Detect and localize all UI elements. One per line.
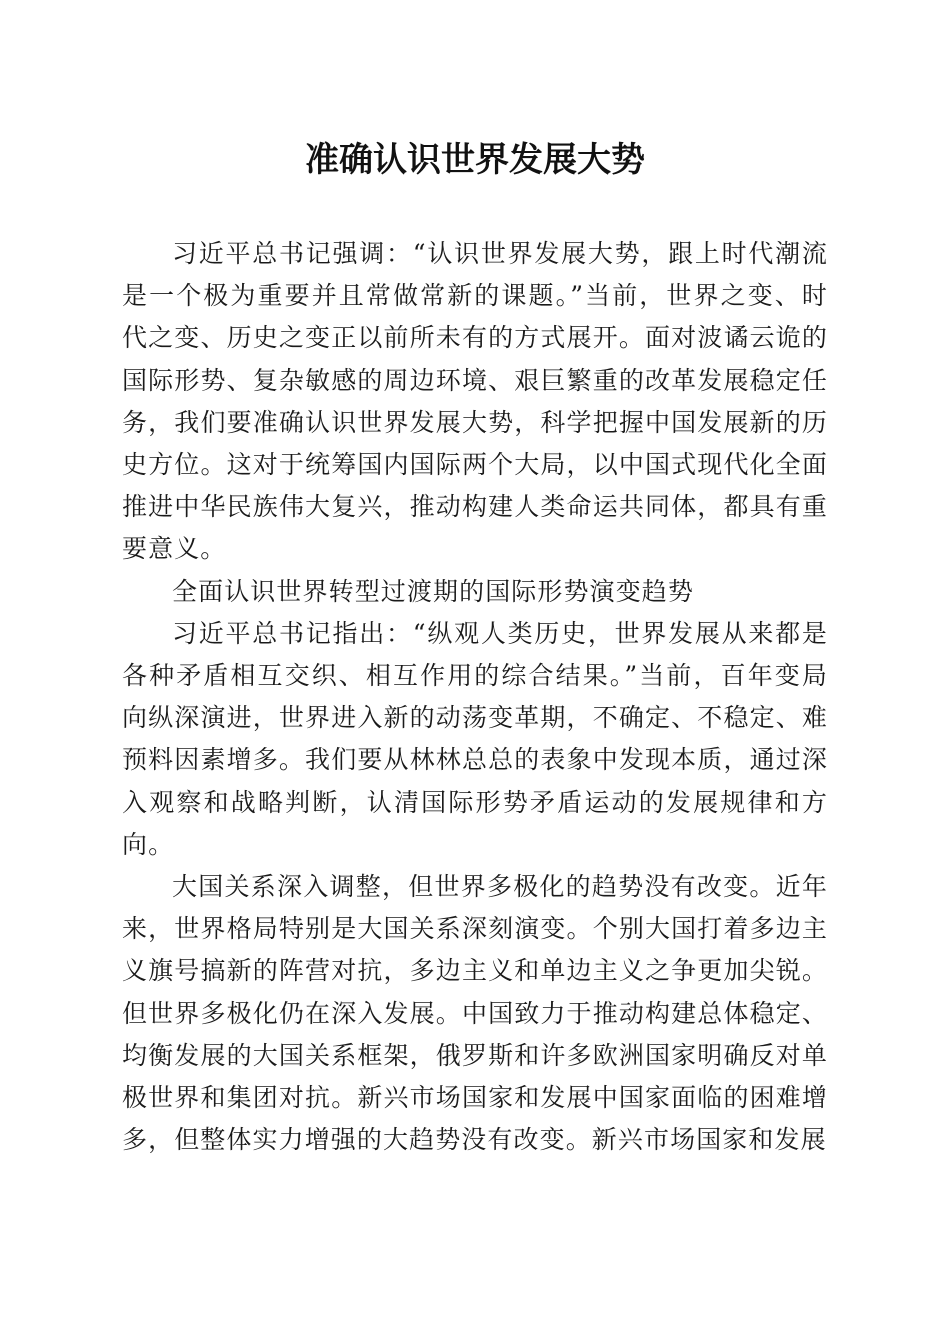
document-body [122, 233, 828, 1161]
paragraph-quote: 习近平总书记指出：“纵观人类历史，世界发展从来都是各种矛盾相互交织、相互作用的综合结果。”当前，百年变局向纵深演进，世界进入新的动荡变革期，不确定、不稳定、难预料因素增多。我们要从林林总总的表象中发现本质，通过深入观察和战略判断，认清国际形势矛盾运动的发展规律和方向。 [122, 618, 828, 859]
paragraph-intro: 习近平总书记强调：“认识世界发展大势，跟上时代潮流是一个极为重要并且常做常新的课题。”当前，世界之变、时代之变、历史之变正以前所未有的方式展开。面对波谲云诡的国际形势、复杂敏感的周边环境、艰巨繁重的改革发展稳定任务，我们要准确认识世界发展大势，科学把握中国发展新的历史方位。这对于统筹国内国际两个大局，以中国式现代化全面推进中华民族伟大复兴，推动构建人类命运共同体，都具有重要意义。 [122, 239, 828, 564]
paragraph-great-powers: 大国关系深入调整，但世界多极化的趋势没有改变。近年来，世界格局特别是大国关系深刻演变。个别大国打着多边主义旗号搞新的阵营对抗，多边主义和单边主义之争更加尖锐。但世界多极化仍在深入发展。中国致力于推动构建总体稳定、均衡发展的大国关系框架，俄罗斯和许多欧洲国家明确反对单极世界和集团对抗。新兴市场国家和发展中国家面临的困难增多，但整体实力增强的大趋势没有改变。新兴市场国家和发展 [122, 872, 828, 1155]
section-heading: 全面认识世界转型过渡期的国际形势演变趋势 [172, 576, 695, 606]
document-title: 准确认识世界发展大势 [305, 140, 645, 180]
